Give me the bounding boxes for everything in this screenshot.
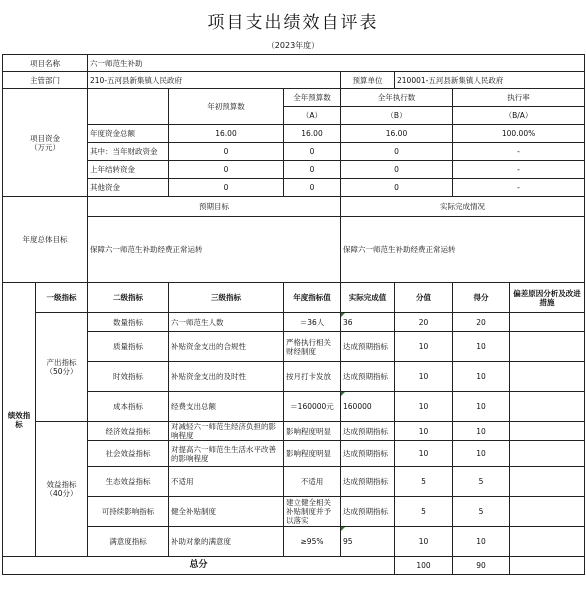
perf-header-reason: 偏差原因分析及改进措施: [510, 283, 585, 313]
perf-reason: [510, 362, 585, 392]
header-full-exec: 全年执行数: [341, 89, 453, 107]
perf-score: 5: [395, 497, 453, 527]
perf-score: 5: [395, 467, 453, 497]
perf-l2: 生态效益指标: [88, 467, 169, 497]
perf-l3: 补助对象的满意度: [169, 527, 284, 557]
perf-header-target: 年度指标值: [284, 283, 341, 313]
fund-rate: 100.00%: [453, 125, 585, 143]
output-indicator-label: 产出指标（50分）: [36, 313, 88, 422]
perf-l3: 对提高六一师范生生活水平改善的影响程度: [169, 441, 284, 467]
evaluation-table: [2, 54, 585, 575]
fund-rate: -: [453, 161, 585, 179]
perf-l3: 对减轻六一师范生经济负担的影响程度: [169, 422, 284, 441]
perf-got: 10: [453, 362, 510, 392]
expected-goal-header: 预期目标: [88, 197, 341, 217]
perf-actual: 95: [341, 527, 395, 557]
perf-got: 20: [453, 313, 510, 332]
perf-l3: 不适用: [169, 467, 284, 497]
goals-label: 年度总体目标: [3, 197, 88, 283]
perf-target: 建立健全相关补贴制度并予以落实: [284, 497, 341, 527]
perf-score: 20: [395, 313, 453, 332]
perf-header-l2: 二级指标: [88, 283, 169, 313]
perf-l2: 社会效益指标: [88, 441, 169, 467]
perf-l2: 时效指标: [88, 362, 169, 392]
perf-target: 按月打卡发放: [284, 362, 341, 392]
fund-exec: 0: [341, 143, 453, 161]
fund-row-label: 其中：当年财政资金: [88, 143, 169, 161]
fund-row-label: 上年结转资金: [88, 161, 169, 179]
fund-budget: 0: [284, 143, 341, 161]
fund-budget: 16.00: [284, 125, 341, 143]
perf-reason: [510, 467, 585, 497]
unit-label: 预算单位: [341, 72, 395, 89]
header-rate: 执行率: [453, 89, 585, 107]
project-name-label: 项目名称: [3, 55, 88, 72]
perf-l3: 补贴资金支出的及时性: [169, 362, 284, 392]
header-full-budget: 全年预算数: [284, 89, 341, 107]
perf-actual: 达成预期指标: [341, 497, 395, 527]
perf-header-score: 分值: [395, 283, 453, 313]
actual-goal-header: 实际完成情况: [341, 197, 585, 217]
perf-got: 5: [453, 467, 510, 497]
perf-actual: 达成预期指标: [341, 362, 395, 392]
dept-label: 主管部门: [3, 72, 88, 89]
perf-l2: 数量指标: [88, 313, 169, 332]
page-title: 项目支出绩效自评表: [207, 13, 379, 33]
perf-header-got: 得分: [453, 283, 510, 313]
expected-goal: 保障六一师范生补助经费正常运转: [88, 217, 341, 283]
perf-target: 影响程度明显: [284, 441, 341, 467]
total-reason: [510, 557, 585, 575]
code-a: （A）: [284, 107, 341, 125]
perf-score: 10: [395, 332, 453, 362]
perf-reason: [510, 392, 585, 422]
year-label: （2023年度）: [266, 41, 320, 50]
perf-target: 严格执行相关财经制度: [284, 332, 341, 362]
fund-rate: -: [453, 143, 585, 161]
total-score: 100: [395, 557, 453, 575]
perf-reason: [510, 527, 585, 557]
perf-actual: 160000: [341, 392, 395, 422]
perf-actual: 达成预期指标: [341, 441, 395, 467]
fund-initial: 0: [169, 143, 284, 161]
perf-got: 10: [453, 422, 510, 441]
perf-actual: 达成预期指标: [341, 332, 395, 362]
perf-target: 不适用: [284, 467, 341, 497]
perf-got: 10: [453, 332, 510, 362]
perf-actual: 达成预期指标: [341, 422, 395, 441]
perf-l2: 满意度指标: [88, 527, 169, 557]
fund-budget: 0: [284, 161, 341, 179]
perf-reason: [510, 313, 585, 332]
perf-got: 10: [453, 392, 510, 422]
fund-budget: 0: [284, 179, 341, 197]
perf-target: ≥95%: [284, 527, 341, 557]
perf-l2: 经济效益指标: [88, 422, 169, 441]
perf-score: 10: [395, 422, 453, 441]
funds-label: 项目资金 （万元）: [3, 89, 88, 197]
dept-value: 210-五河县新集镇人民政府: [88, 72, 341, 89]
perf-l2: 成本指标: [88, 392, 169, 422]
perf-score: 10: [395, 362, 453, 392]
fund-exec: 0: [341, 179, 453, 197]
perf-l3: 健全补贴制度: [169, 497, 284, 527]
fund-initial: 0: [169, 179, 284, 197]
perf-score: 10: [395, 441, 453, 467]
perf-header-l3: 三级指标: [169, 283, 284, 313]
perf-l2: 可持续影响指标: [88, 497, 169, 527]
perf-actual: 达成预期指标: [341, 467, 395, 497]
perf-got: 5: [453, 497, 510, 527]
perf-got: 10: [453, 527, 510, 557]
perf-reason: [510, 497, 585, 527]
perf-reason: [510, 441, 585, 467]
fund-rate: -: [453, 179, 585, 197]
fund-row-label: 年度资金总额: [88, 125, 169, 143]
funds-blank: [88, 89, 169, 125]
perf-reason: [510, 422, 585, 441]
perf-l2: 质量指标: [88, 332, 169, 362]
perf-score: 10: [395, 392, 453, 422]
perf-target: ＝36人: [284, 313, 341, 332]
unit-value: 210001-五河县新集镇人民政府: [395, 72, 585, 89]
perf-header-actual: 实际完成值: [341, 283, 395, 313]
code-b: （B）: [341, 107, 453, 125]
perf-l3: 经费支出总额: [169, 392, 284, 422]
perf-target: ＝160000元: [284, 392, 341, 422]
total-label: 总分: [3, 557, 395, 575]
actual-goal: 保障六一师范生补助经费正常运转: [341, 217, 585, 283]
fund-exec: 16.00: [341, 125, 453, 143]
benefit-indicator-label: 效益指标（40分）: [36, 422, 88, 557]
fund-initial: 16.00: [169, 125, 284, 143]
fund-row-label: 其他资金: [88, 179, 169, 197]
perf-l3: 补贴资金支出的合规性: [169, 332, 284, 362]
perf-target: 影响程度明显: [284, 422, 341, 441]
perf-label: 绩效指标: [3, 283, 36, 557]
perf-actual: 36: [341, 313, 395, 332]
code-ba: （B/A）: [453, 107, 585, 125]
perf-l3: 六一师范生人数: [169, 313, 284, 332]
fund-exec: 0: [341, 161, 453, 179]
perf-got: 10: [453, 441, 510, 467]
perf-header-l1: 一级指标: [36, 283, 88, 313]
total-got: 90: [453, 557, 510, 575]
project-name: 六一师范生补助: [88, 55, 585, 72]
perf-score: 10: [395, 527, 453, 557]
perf-reason: [510, 332, 585, 362]
header-initial-budget: 年初预算数: [169, 89, 284, 125]
fund-initial: 0: [169, 161, 284, 179]
